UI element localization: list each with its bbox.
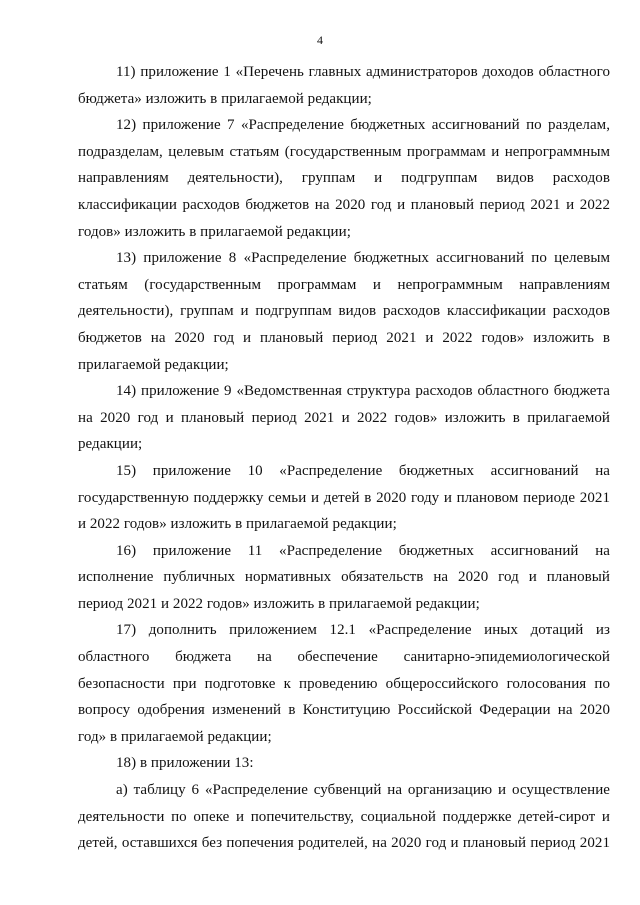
paragraph-item-18a: а) таблицу 6 «Распределение субвенций на организацию и осуществление деятельности по опеке и попечительству, социальной поддержке детей-сирот и детей, оставшихся без попечения родителей, на 2020 год и плановый период 2021 bbox=[78, 782, 610, 852]
paragraph-item-18: 18) в приложении 13: bbox=[116, 755, 254, 772]
paragraph-item-17: 17) дополнить приложением 12.1 «Распределение иных дотаций из областного бюджета на обеспечение санитарно-эпидемиологической безопасности при подготовке к проведению общероссийского голосования по вопросу одобрения изменений в Конституцию Российской Федерации на 2020 год» в прилагаемой редакции; bbox=[78, 622, 610, 745]
paragraph-item-16: 16) приложение 11 «Распределение бюджетных ассигнований на исполнение публичных нормативных обязательств на 2020 год и плановый период 2021 и 2022 годов» изложить в прилагаемой редакции; bbox=[78, 542, 610, 612]
paragraph-item-14: 14) приложение 9 «Ведомственная структура расходов областного бюджета на 2020 год и плановый период 2021 и 2022 годов» изложить в прилагаемой редакции; bbox=[78, 383, 610, 453]
document-body bbox=[78, 59, 610, 857]
paragraph-item-13: 13) приложение 8 «Распределение бюджетных ассигнований по целевым статьям (государственным программам и непрограммным направлениям деятельности), группам и подгруппам видов расходов классификации расходов бюджетов на 2020 год и плановый период 2021 и 2022 годов» изложить в прилагаемой редакции; bbox=[78, 250, 610, 373]
paragraph-item-15: 15) приложение 10 «Распределение бюджетных ассигнований на государственную поддержку семьи и детей в 2020 году и плановом периоде 2021 и 2022 годов» изложить в прилагаемой редакции; bbox=[78, 462, 610, 533]
page-number: 4 bbox=[317, 33, 323, 47]
paragraph-item-11: 11) приложение 1 «Перечень главных администраторов доходов областного бюджета» изложить в прилагаемой редакции; bbox=[78, 64, 610, 107]
paragraph-item-12: 12) приложение 7 «Распределение бюджетных ассигнований по разделам, подразделам, целевым статьям (государственным программам и непрограммным направлениям деятельности), группам и подгруппам видов расходов классификации расходов бюджетов на 2020 год и плановый период 2021 и 2022 годов» изложить в прилагаемой редакции; bbox=[78, 117, 610, 240]
